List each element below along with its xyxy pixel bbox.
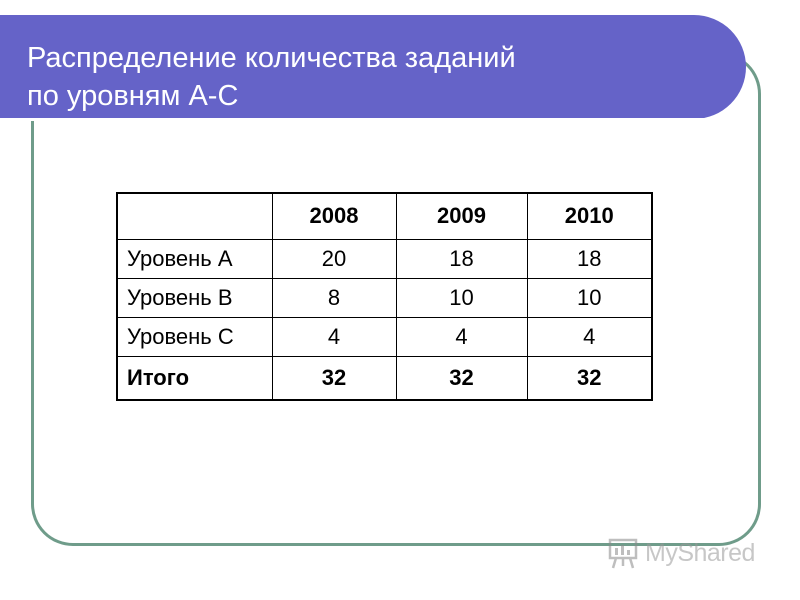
table-cell: 20 <box>272 239 396 278</box>
table-row-level-b <box>117 278 652 317</box>
watermark-text: MyShared <box>645 538 755 567</box>
table-cell: 10 <box>396 278 527 317</box>
table-cell: 8 <box>272 278 396 317</box>
row-label: Уровень А <box>117 239 272 278</box>
table-cell-total: 32 <box>396 356 527 400</box>
table-cell: 10 <box>527 278 652 317</box>
header-cell-empty <box>117 193 272 239</box>
slide-title: Распределение количества заданий по уровням А-С <box>27 42 516 112</box>
row-label: Уровень С <box>117 317 272 356</box>
table-cell: 18 <box>396 239 527 278</box>
table-cell-total: 32 <box>527 356 652 400</box>
header-cell-2009: 2009 <box>396 193 527 239</box>
title-banner <box>0 15 746 119</box>
table-cell-total: 32 <box>272 356 396 400</box>
table-cell: 4 <box>527 317 652 356</box>
watermark <box>607 536 755 570</box>
table-row-total <box>117 356 652 400</box>
table-row-level-a <box>117 239 652 278</box>
header-cell-2010: 2010 <box>527 193 652 239</box>
row-label-total: Итого <box>117 356 272 400</box>
table-row-level-c <box>117 317 652 356</box>
table-cell: 4 <box>272 317 396 356</box>
row-label: Уровень В <box>117 278 272 317</box>
data-table <box>116 192 653 401</box>
table-header-row <box>117 193 652 239</box>
presentation-board-icon <box>607 536 639 570</box>
title-underline <box>0 118 706 121</box>
table-cell: 18 <box>527 239 652 278</box>
header-cell-2008: 2008 <box>272 193 396 239</box>
table-cell: 4 <box>396 317 527 356</box>
